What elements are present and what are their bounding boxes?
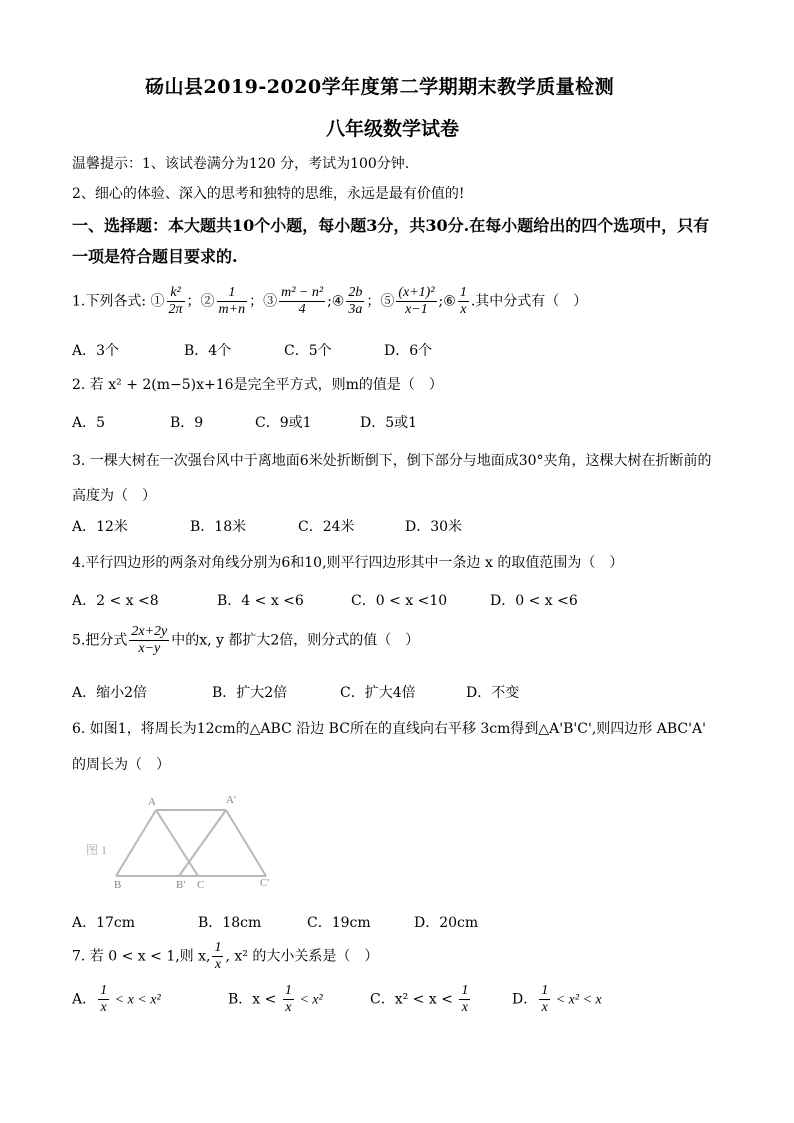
q7-d-pre: D． — [512, 991, 538, 1008]
q1-fraction-1 — [167, 285, 185, 318]
q7-prefix: 7. 若 0 < x < 1,则 x, — [72, 948, 211, 965]
label-c-prime: C' — [260, 877, 270, 889]
q6-option-d[interactable]: D．20cm — [414, 915, 479, 931]
q1-f4-num: 2b — [346, 285, 364, 302]
q4-option-d[interactable]: D．0 < x <6 — [490, 593, 578, 609]
q1-sep-3: ；③ — [249, 293, 278, 310]
q7-d-den: x — [541, 1000, 548, 1016]
q1-f5-num: (x+1)² — [396, 285, 436, 302]
q7-b-den: x — [285, 1000, 292, 1016]
q1-f1-num: k² — [167, 285, 185, 302]
q1-fraction-5 — [396, 285, 436, 318]
q5-f-den: x−y — [138, 641, 161, 657]
q3-option-b[interactable]: B．18米 — [190, 519, 247, 535]
q7-c-fraction — [459, 983, 470, 1016]
q7-fraction — [212, 940, 223, 973]
question-6-line-2: 的周长为（ ） — [72, 757, 170, 773]
q5-suffix: 中的x, y 都扩大2倍，则分式的值（ ） — [171, 632, 420, 649]
tip-line-1: 温馨提示：1、该试卷满分为120 分，考试为100分钟. — [72, 156, 410, 172]
q1-fraction-6 — [458, 285, 469, 318]
q1-f3-num: m² − n² — [279, 285, 325, 302]
q1-option-a[interactable]: A．3个 — [72, 343, 120, 359]
q1-f2-num: 1 — [217, 285, 248, 302]
q4-option-c[interactable]: C．0 < x <10 — [351, 593, 448, 609]
q1-sep-2: ；② — [186, 293, 215, 310]
q7-option-c[interactable] — [370, 983, 472, 1016]
q7-b-num: 1 — [283, 983, 294, 1000]
q6-option-a[interactable]: A．17cm — [72, 915, 136, 931]
q1-f6-den: x — [460, 302, 467, 318]
q3-option-a[interactable]: A．12米 — [72, 519, 128, 535]
question-2: 2. 若 x² + 2(m−5)x+16是完全平方式，则m的值是（ ） — [72, 377, 443, 393]
question-1 — [72, 285, 587, 318]
question-7 — [72, 940, 378, 973]
q7-option-d[interactable] — [512, 983, 602, 1016]
q1-fraction-2 — [217, 285, 248, 318]
q5-option-b[interactable]: B．扩大2倍 — [212, 685, 288, 701]
q6-option-b[interactable]: B．18cm — [198, 915, 262, 931]
q1-option-c[interactable]: C．5个 — [284, 343, 332, 359]
q7-suffix: , x² 的大小关系是（ ） — [225, 948, 379, 965]
q2-option-b[interactable]: B．9 — [170, 415, 204, 431]
q1-option-b[interactable]: B．4个 — [184, 343, 232, 359]
q2-option-c[interactable]: C．9或1 — [255, 415, 312, 431]
section-heading-line-1: 一、选择题：本大题共10个小题，每小题3分，共30分.在每小题给出的四个选项中，只有 — [72, 216, 710, 235]
q7-d-num: 1 — [539, 983, 550, 1000]
section-heading-line-2: 一项是符合题目要求的. — [72, 247, 238, 266]
q1-sep-6: ;⑥ — [438, 293, 456, 310]
q1-sep-5: ；⑤ — [366, 293, 395, 310]
q1-sep-4: ;④ — [327, 293, 345, 310]
question-3-line-2: 高度为（ ） — [72, 488, 156, 504]
q1-f2-den: m+n — [218, 302, 246, 318]
q5-f-num: 2x+2y — [129, 624, 169, 641]
q4-option-a[interactable]: A．2 < x <8 — [72, 593, 159, 609]
question-5 — [72, 624, 419, 657]
q7-c-den: x — [461, 1000, 468, 1016]
label-a-prime: A' — [226, 794, 236, 806]
edge-a2b2 — [179, 810, 226, 876]
q7-a-pre: A． — [72, 991, 97, 1008]
q1-f3-den: 4 — [298, 302, 306, 318]
label-b: B — [114, 879, 122, 891]
q7-option-b[interactable] — [228, 983, 323, 1016]
q3-option-c[interactable]: C．24米 — [298, 519, 355, 535]
edge-a2c2 — [226, 810, 266, 876]
q1-fraction-3 — [279, 285, 325, 318]
label-a: A — [148, 796, 156, 808]
q1-option-d[interactable]: D．6个 — [384, 343, 433, 359]
q7-f-num: 1 — [212, 940, 223, 957]
q1-f1-den: 2π — [168, 302, 183, 318]
label-c: C — [197, 879, 205, 891]
q7-a-post: < x < x² — [111, 992, 161, 1008]
label-b-prime: B' — [176, 879, 186, 891]
q6-option-c[interactable]: C．19cm — [307, 915, 371, 931]
q7-d-post: < x² < x — [552, 992, 602, 1008]
q1-suffix: .其中分式有（ ） — [470, 293, 588, 310]
q4-option-b[interactable]: B．4 < x <6 — [217, 593, 304, 609]
edge-ac — [156, 810, 198, 876]
q1-f6-num: 1 — [458, 285, 469, 302]
q5-option-c[interactable]: C．扩大4倍 — [340, 685, 416, 701]
edge-ab — [116, 810, 156, 876]
q1-f4-den: 3a — [348, 302, 363, 318]
figure-caption: 图 1 — [86, 843, 108, 857]
page-subtitle: 八年级数学试卷 — [326, 118, 460, 140]
q7-c-num: 1 — [459, 983, 470, 1000]
figure-1 — [76, 788, 296, 898]
q2-option-d[interactable]: D．5或1 — [360, 415, 418, 431]
q5-prefix: 5.把分式 — [72, 632, 128, 649]
q7-b-pre: B．x < — [228, 991, 281, 1008]
q1-f5-den: x−1 — [405, 302, 428, 318]
question-4: 4.平行四边形的两条对角线分别为6和10,则平行四边形其中一条边 x 的取值范围为（ ） — [72, 555, 624, 571]
q7-b-post: < x² — [295, 992, 323, 1008]
q7-a-num: 1 — [98, 983, 109, 1000]
q3-option-d[interactable]: D．30米 — [405, 519, 463, 535]
q5-fraction — [129, 624, 169, 657]
q7-b-fraction — [283, 983, 294, 1016]
question-6-line-1: 6. 如图1，将周长为12cm的△ABC 沿边 BC所在的直线向右平移 3cm得到△A'B'C',则四边形 ABC'A' — [72, 721, 706, 737]
q7-a-den: x — [100, 1000, 107, 1016]
q5-option-a[interactable]: A．缩小2倍 — [72, 685, 148, 701]
tip-line-2: 2、细心的体验、深入的思考和独特的思维，永远是最有价值的! — [72, 186, 465, 202]
q7-option-a[interactable] — [72, 983, 161, 1016]
q1-prefix: 1.下列各式: ① — [72, 293, 165, 310]
question-3-line-1: 3. 一棵大树在一次强台风中于离地面6米处折断倒下，倒下部分与地面成30°夹角，这棵大树在折断前的 — [72, 453, 712, 469]
q7-a-fraction — [98, 983, 109, 1016]
q7-d-fraction — [539, 983, 550, 1016]
page-title: 砀山县2019-2020学年度第二学期期末教学质量检测 — [145, 76, 615, 98]
q2-option-a[interactable]: A．5 — [72, 415, 106, 431]
q1-fraction-4 — [346, 285, 364, 318]
q7-f-den: x — [214, 957, 222, 973]
q5-option-d[interactable]: D．不变 — [466, 685, 520, 701]
q7-c-pre: C．x² < x < — [370, 991, 458, 1008]
